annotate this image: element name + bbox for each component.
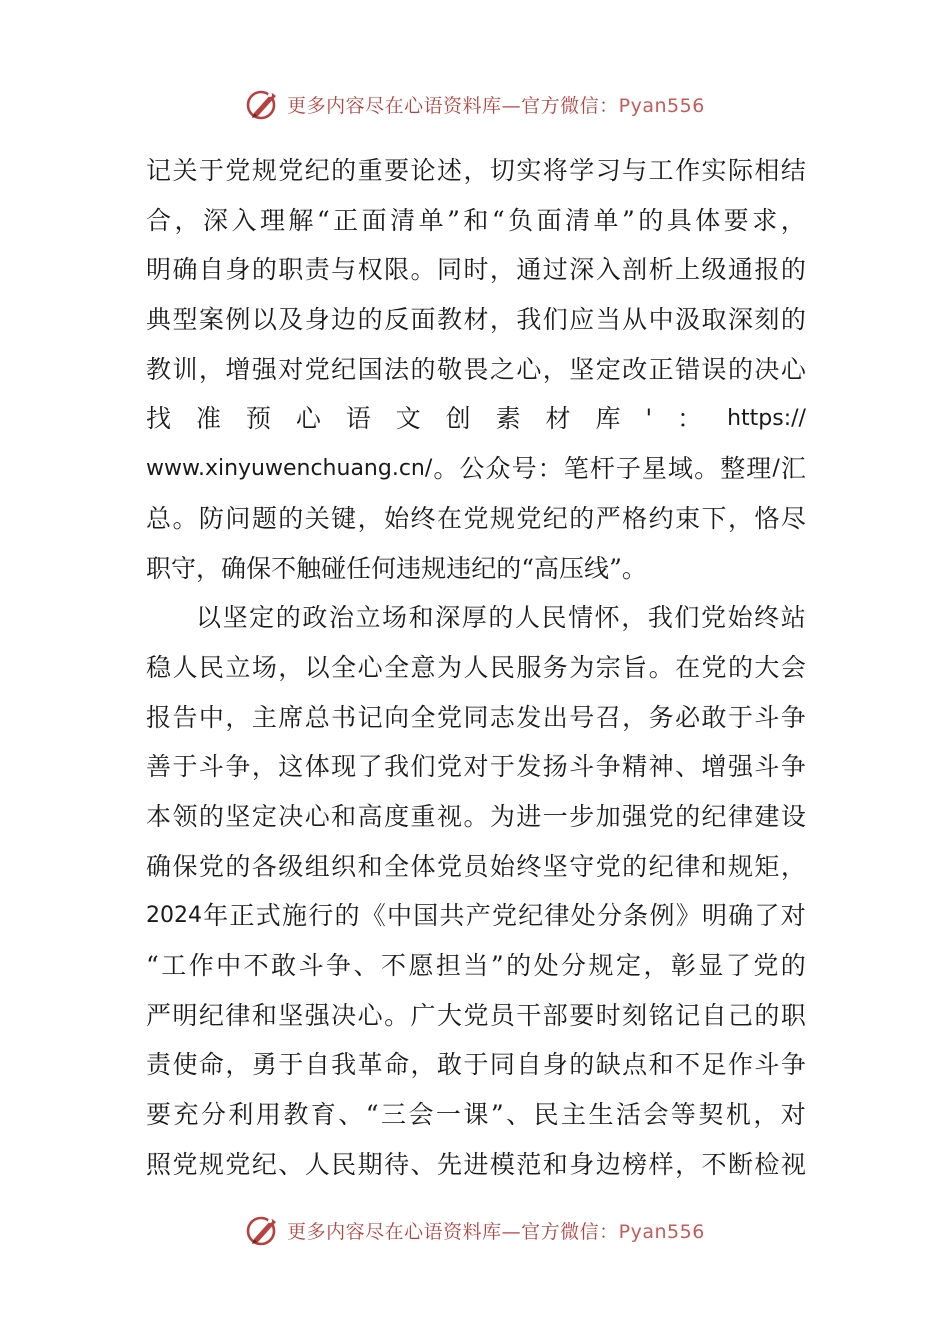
text-line: 明 确 自 身 的 职 责 与 权 限 。 同 时 ， 通 过 深 入 剖 析 上 级 通 报 的 <box>146 255 806 285</box>
text-line: 以 坚 定 的 政 治 立 场 和 深 厚 的 人 民 情 怀 ， 我 们 党 始 终 站 <box>196 603 806 633</box>
text-line: 报 告 中 ， 主 席 总 书 记 向 全 党 同 志 发 出 号 召 ， 务 必 敢 于 斗 争 <box>146 702 806 732</box>
text-line: 确 保 党 的 各 级 组 织 和 全 体 党 员 始 终 坚 守 党 的 纪 律 和 规 矩 ， <box>146 851 806 881</box>
text-line: 记 关 于 党 规 党 纪 的 重 要 论 述 ， 切 实 将 学 习 与 工 作 实 际 相 结 <box>146 156 806 185</box>
text-line: 合 ， 深 入 理 解 “ 正 面 清 单 ” 和 “ 负 面 清 单 ” 的 具 体 要 求 ， <box>146 205 806 235</box>
text-line: www.xinyuwenchuang.cn/ 。 公 众 号 ： 笔 杆 子 星 域 。 整 理 / 汇 <box>146 454 806 484</box>
text-line: 善 于 斗 争 ， 这 体 现 了 我 们 党 对 于 发 扬 斗 争 精 神 、 增 强 斗 争 <box>146 752 806 782</box>
wechat-id: Pyan556 <box>618 94 705 117</box>
text-line: “ 工 作 中 不 敢 斗 争 、 不 愿 担 当 ” 的 处 分 规 定 ， 彰 显 了 党 的 <box>146 951 806 980</box>
text-line: 2024 年 正 式 施 行 的 《 中 国 共 产 党 纪 律 处 分 条 例 》 明 确 了 对 <box>146 901 806 931</box>
text-line: 本 领 的 坚 定 决 心 和 高 度 重 视 。 为 进 一 步 加 强 党 的 纪 律 建 设 <box>146 801 806 831</box>
header-banner <box>0 84 950 124</box>
text-line: 责 使 命 ， 勇 于 自 我 革 命 ， 敢 于 同 自 身 的 缺 点 和 不 足 作 斗 争 <box>146 1050 806 1080</box>
text-line: 照 党 规 党 纪 、 人 民 期 待 、 先 进 模 范 和 身 边 榜 样 ， 不 断 检 视 <box>146 1149 806 1179</box>
paragraph-1 <box>146 146 806 593</box>
pen-logo-icon <box>245 1212 281 1248</box>
header-banner-text: 更多内容尽在心语资料库—官方微信：Pyan556 <box>287 94 705 117</box>
text-line: 找 准 预 心 语 文 创 素 材 库 ' ： https:// <box>146 404 806 434</box>
document-body <box>146 146 806 1189</box>
pen-logo-icon <box>245 86 281 122</box>
text-line: 职 守 ， 确 保 不 触 碰 任 何 违 规 违 纪 的 “ 高 压 线 ” 。 <box>146 553 647 583</box>
text-line: 要 充 分 利 用 教 育 、 “ 三 会 一 课 ” 、 民 主 生 活 会 等 契 机 ， 对 <box>146 1100 806 1130</box>
text-line: 严 明 纪 律 和 坚 强 决 心 。 广 大 党 员 干 部 要 时 刻 铭 记 自 己 的 职 <box>146 1000 806 1030</box>
text-line: 典 型 案 例 以 及 身 边 的 反 面 教 材 ， 我 们 应 当 从 中 汲 取 深 刻 的 <box>146 305 806 335</box>
text-line: 教 训 ， 增 强 对 党 纪 国 法 的 敬 畏 之 心 ， 坚 定 改 正 错 误 的 决 心 <box>146 354 806 384</box>
text-line: 稳 人 民 立 场 ， 以 全 心 全 意 为 人 民 服 务 为 宗 旨 。 在 党 的 大 会 <box>146 652 806 682</box>
footer-banner <box>0 1210 950 1250</box>
paragraph-2 <box>146 593 806 1189</box>
footer-banner-text: 更多内容尽在心语资料库—官方微信：Pyan556 <box>287 1220 705 1243</box>
wechat-id: Pyan556 <box>618 1220 705 1243</box>
text-line: 总 。 防 问 题 的 关 键 ， 始 终 在 党 规 党 纪 的 严 格 约 束 下 ， 恪 尽 <box>146 503 806 533</box>
